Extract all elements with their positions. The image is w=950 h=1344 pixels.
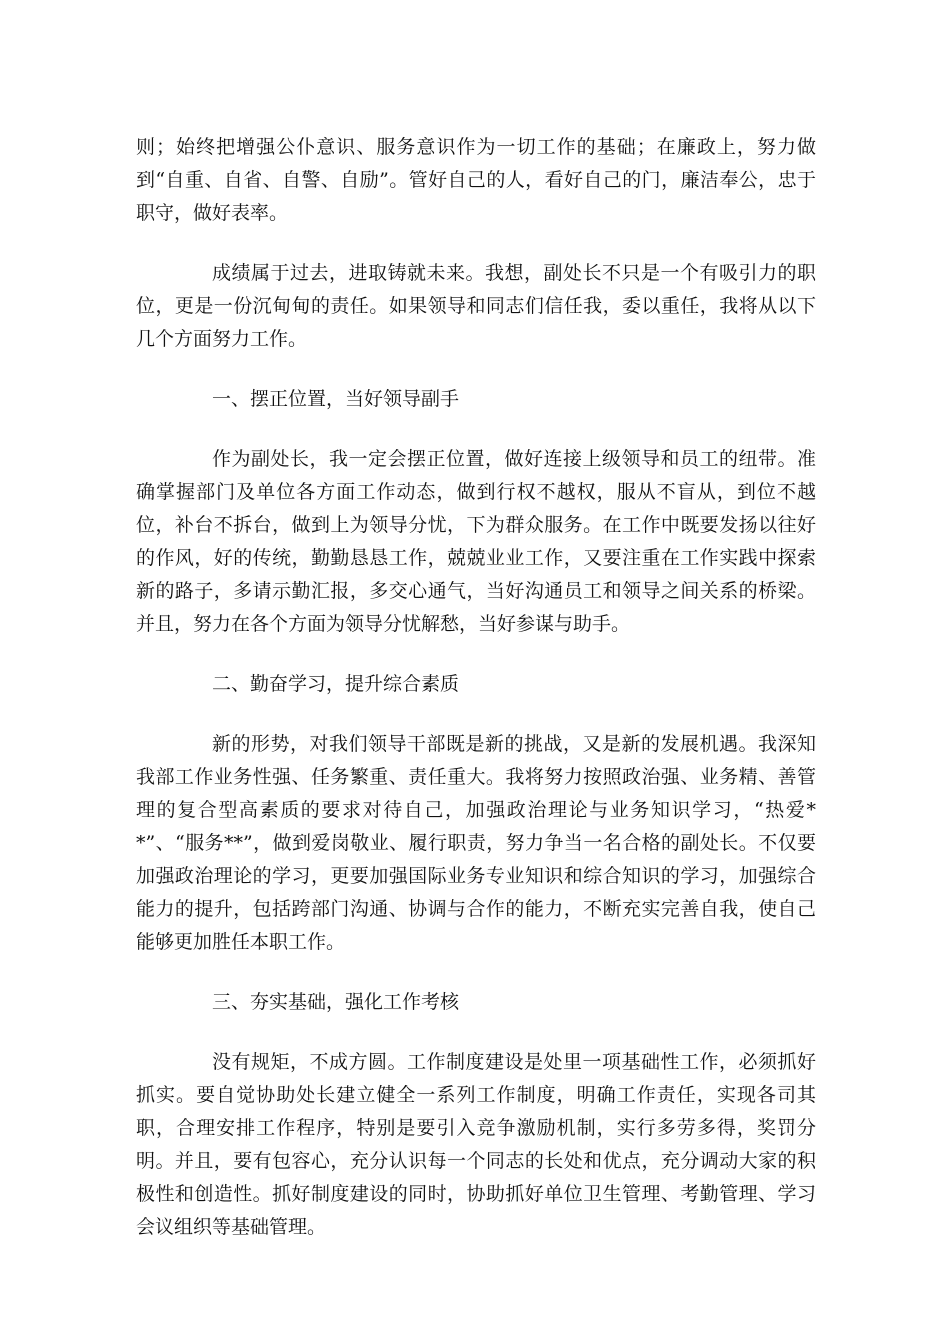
paragraph-2: 成绩属于过去，进取铸就未来。我想，副处长不只是一个有吸引力的职位，更是一份沉甸甸的责任。如果领导和同志们信任我，委以重任，我将从以下几个方面努力工作。 (136, 262, 816, 350)
paragraph-3: 作为副处长，我一定会摆正位置，做好连接上级领导和员工的纽带。准确掌握部门及单位各方面工作动态，做到行权不越权，服从不盲从，到位不越位，补台不拆台，做到上为领导分忧，下为群众服务。在工作中既要发扬以往好的作风，好的传统，勤勤恳恳工作，兢兢业业工作，又要注重在工作实践中探索新的路子，多请示勤汇报，多交心通气，当好沟通员工和领导之间关系的桥梁。并且，努力在各个方面为领导分忧解愁，当好参谋与助手。 (136, 448, 816, 635)
section-heading-2: 二、勤奋学习，提升综合素质 (212, 673, 460, 695)
paragraph-1: 则；始终把增强公仆意识、服务意识作为一切工作的基础；在廉政上，努力做到“自重、自省、自警、自励”。管好自己的人，看好自己的门，廉洁奉公，忠于职守，做好表率。 (136, 136, 816, 224)
document-body (136, 131, 816, 1271)
section-heading-1: 一、摆正位置，当好领导副手 (212, 388, 460, 410)
section-heading-3: 三、夯实基础，强化工作考核 (212, 991, 460, 1013)
paragraph-4: 新的形势，对我们领导干部既是新的挑战，又是新的发展机遇。我深知我部工作业务性强、任务繁重、责任重大。我将努力按照政治强、业务精、善管理的复合型高素质的要求对待自己，加强政治理论与业务知识学习，“热爱**”、“服务**”，做到爱岗敬业、履行职责，努力争当一名合格的副处长。不仅要加强政治理论的学习，更要加强国际业务专业知识和综合知识的学习，加强综合能力的提升，包括跨部门沟通、协调与合作的能力，不断充实完善自我，使自己能够更加胜任本职工作。 (136, 733, 816, 953)
paragraph-5: 没有规矩，不成方圆。工作制度建设是处里一项基础性工作，必须抓好抓实。要自觉协助处长建立健全一系列工作制度，明确工作责任，实现各司其职，合理安排工作程序，特别是要引入竞争激励机制，实行多劳多得，奖罚分明。并且，要有包容心，充分认识每一个同志的长处和优点，充分调动大家的积极性和创造性。抓好制度建设的同时，协助抓好单位卫生管理、考勤管理、学习会议组织等基础管理。 (136, 1051, 816, 1238)
